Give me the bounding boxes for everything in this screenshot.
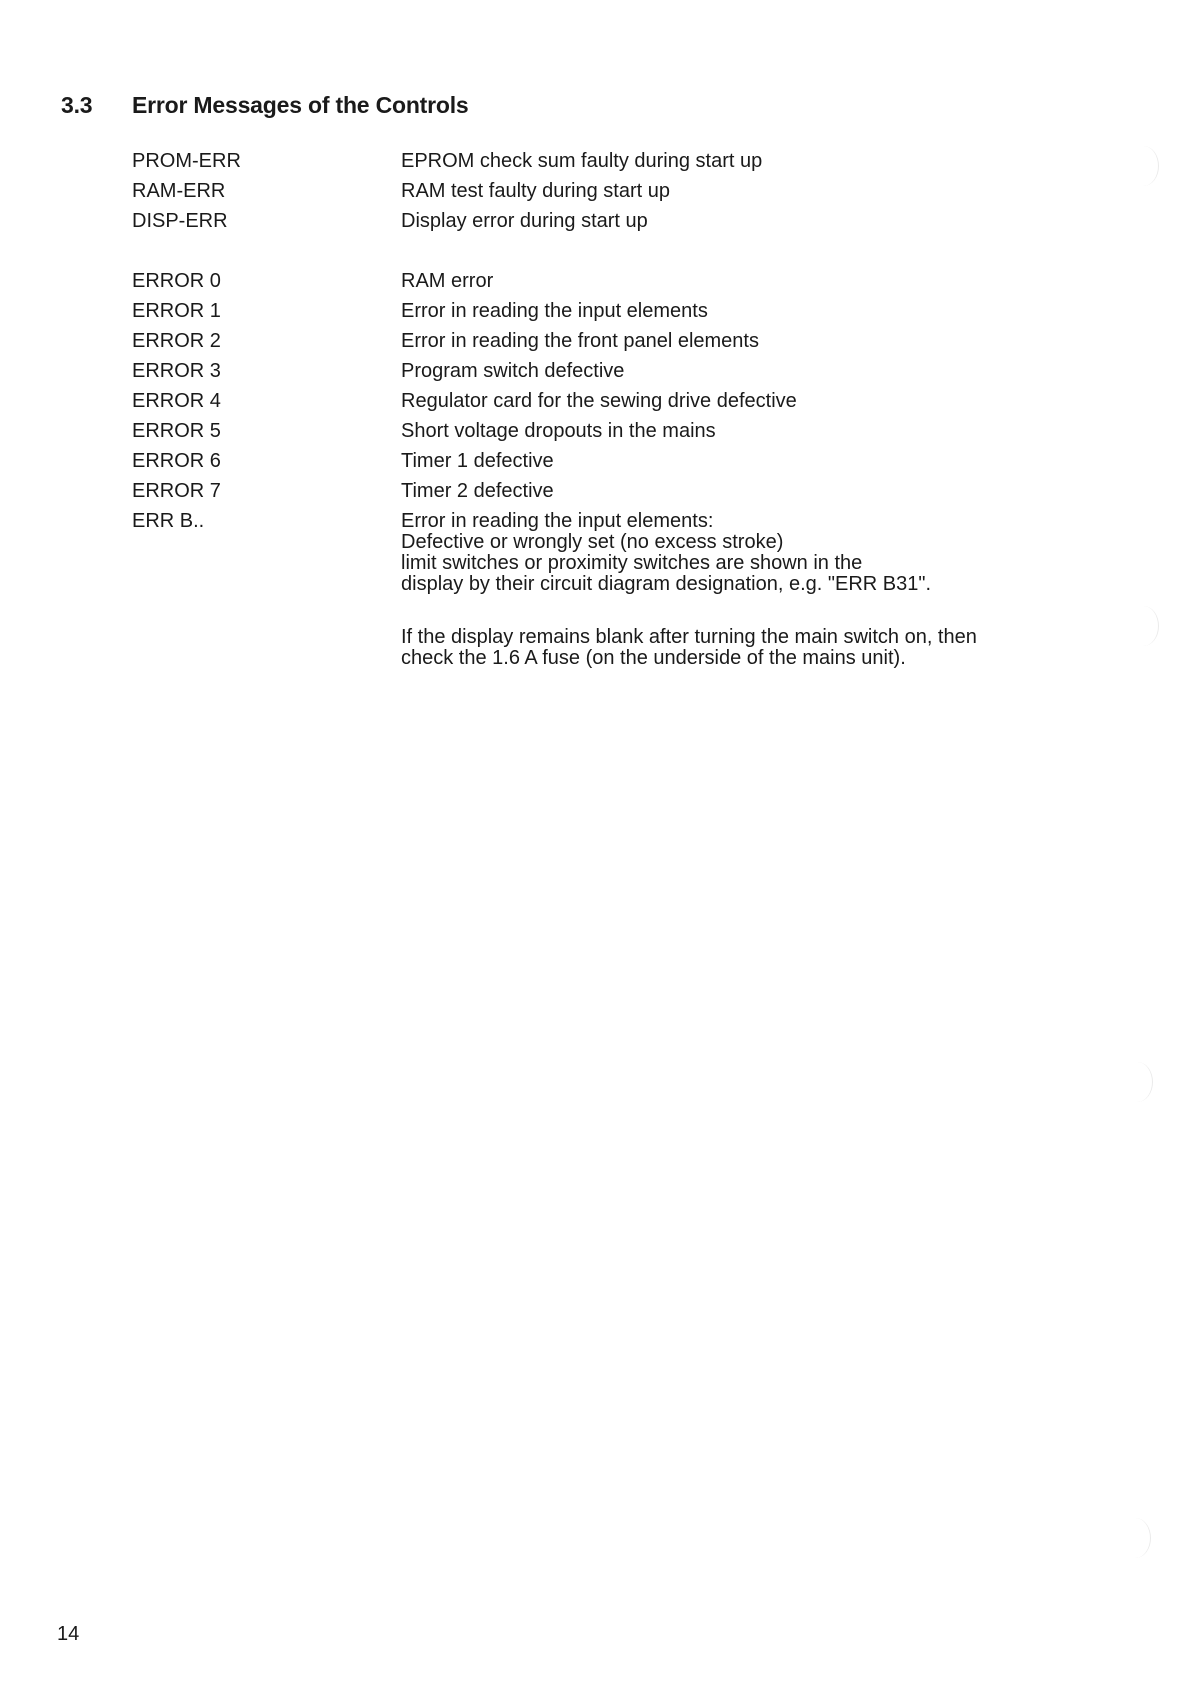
- description-line: Defective or wrongly set (no excess stroke): [401, 531, 784, 553]
- description-line: Display error during start up: [401, 210, 648, 232]
- error-code: ERROR 6: [132, 450, 221, 472]
- error-code: PROM-ERR: [132, 150, 241, 172]
- error-description: [401, 181, 670, 202]
- error-description: [401, 151, 762, 172]
- description-line: EPROM check sum faulty during start up: [401, 150, 763, 172]
- error-description: [401, 331, 759, 352]
- error-code: ERROR 1: [132, 300, 221, 322]
- error-code: ERROR 0: [132, 270, 221, 292]
- error-description: [401, 391, 797, 412]
- error-description: [401, 511, 931, 595]
- description-line: Regulator card for the sewing drive defective: [401, 390, 797, 412]
- blank-display-note: [401, 627, 977, 669]
- section-title: Error Messages of the Controls: [132, 92, 469, 118]
- error-description: [401, 481, 554, 502]
- error-code: ERROR 3: [132, 360, 221, 382]
- error-code: ERROR 2: [132, 330, 221, 352]
- punch-hole-mark: [1128, 606, 1159, 646]
- section-number: 3.3: [61, 92, 93, 118]
- error-description: [401, 211, 648, 232]
- error-code: DISP-ERR: [132, 210, 228, 232]
- note-line: check the 1.6 A fuse (on the underside of the mains unit).: [401, 647, 906, 669]
- description-line: Timer 1 defective: [401, 450, 554, 472]
- description-line: RAM error: [401, 270, 494, 292]
- note-line: If the display remains blank after turning the main switch on, then: [401, 626, 977, 648]
- description-line: Program switch defective: [401, 360, 625, 382]
- description-line: Error in reading the front panel elements: [401, 330, 759, 352]
- description-line: Error in reading the input elements: [401, 300, 708, 322]
- error-description: [401, 271, 493, 292]
- error-code: ERROR 4: [132, 390, 221, 412]
- description-line: display by their circuit diagram designation, e.g. "ERR B31".: [401, 573, 932, 595]
- description-line: limit switches or proximity switches are shown in the: [401, 552, 863, 574]
- error-code: ERROR 7: [132, 480, 221, 502]
- description-line: Short voltage dropouts in the mains: [401, 420, 716, 442]
- description-line: RAM test faulty during start up: [401, 180, 671, 202]
- error-description: [401, 301, 708, 322]
- page-number: 14: [57, 1623, 80, 1645]
- error-description: [401, 361, 624, 382]
- error-code: ERROR 5: [132, 420, 221, 442]
- error-code: ERR B..: [132, 510, 205, 532]
- description-line: Timer 2 defective: [401, 480, 554, 502]
- punch-hole-mark: [1128, 146, 1159, 186]
- section-heading: [61, 92, 469, 119]
- punch-hole-mark: [1120, 1518, 1151, 1558]
- error-description: [401, 451, 554, 472]
- error-code: RAM-ERR: [132, 180, 226, 202]
- description-line: Error in reading the input elements:: [401, 510, 714, 532]
- error-description: [401, 421, 716, 442]
- punch-hole-mark: [1122, 1062, 1153, 1102]
